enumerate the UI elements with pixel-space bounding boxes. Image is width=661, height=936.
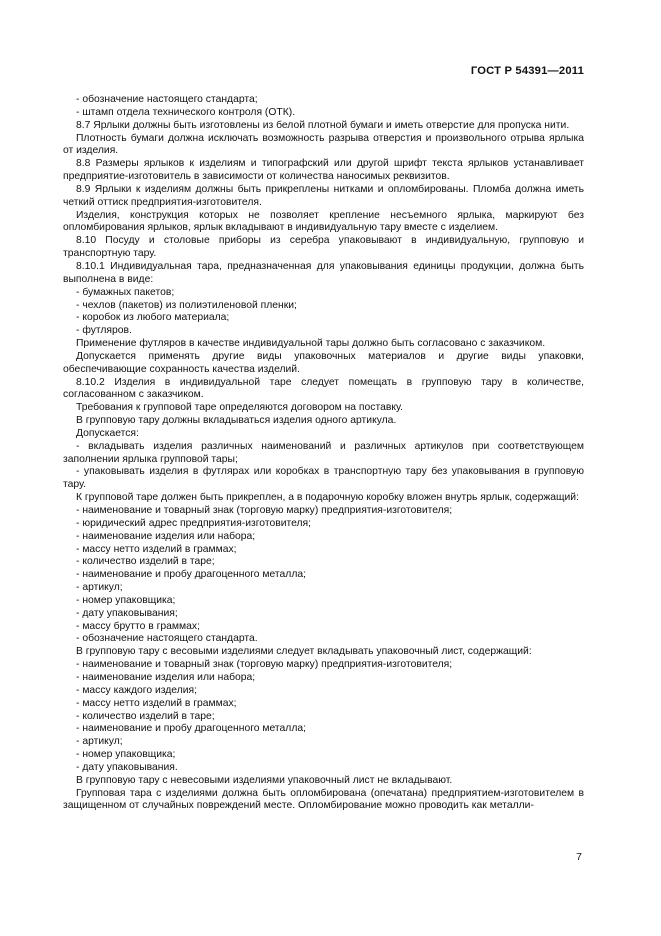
- paragraph: - наименование изделия или набора;: [76, 671, 256, 683]
- paragraph: - дату упаковывания;: [76, 607, 178, 619]
- paragraph: - бумажных пакетов;: [76, 286, 175, 298]
- paragraph: К групповой таре должен быть прикреплен, а в подарочную коробку вложен внутрь ярлык, содержащий:: [76, 492, 579, 504]
- paragraph: Плотность бумаги должна исключать возможность разрыва отверстия и произвольного отрыва ярлыка от изделия.: [63, 132, 584, 157]
- paragraph: - массу брутто в граммах;: [76, 620, 200, 632]
- paragraph: - футляров.: [76, 325, 132, 337]
- paragraph: - наименование изделия или набора;: [76, 530, 256, 542]
- paragraph: В групповую тару с невесовыми изделиями упаковочный лист не вкладывают.: [76, 774, 453, 786]
- paragraph: Допускается:: [76, 427, 139, 439]
- paragraph: - наименование и пробу драгоценного металла;: [76, 723, 306, 735]
- paragraph: - массу нетто изделий в граммах;: [76, 697, 237, 709]
- paragraph: 8.10.2 Изделия в индивидуальной таре следует помещать в групповую тару в количестве, согласованном с заказчиком.: [63, 376, 584, 401]
- paragraph: - штамп отдела технического контроля (ОТК).: [76, 106, 296, 118]
- paragraph: - номер упаковщика;: [76, 594, 176, 606]
- paragraph: 8.10 Посуду и столовые приборы из серебра упаковывают в индивидуальную, групповую и транспортную тару.: [63, 235, 584, 260]
- paragraph: - упаковывать изделия в футлярах или коробках в транспортную тару без упаковывания в групповую тару.: [63, 466, 584, 491]
- paragraph: 8.7 Ярлыки должны быть изготовлены из белой плотной бумаги и иметь отверстие для пропуска нити.: [76, 119, 570, 131]
- paragraph: - наименование и товарный знак (торговую марку) предприятия-изготовителя;: [76, 659, 453, 671]
- paragraph: - обозначение настоящего стандарта.: [76, 633, 258, 645]
- paragraph: 8.10.1 Индивидуальная тара, предназначенная для упаковывания единицы продукции, должна быть выполнена в виде:: [63, 260, 584, 285]
- paragraph: Применение футляров в качестве индивидуальной тары должно быть согласовано с заказчиком.: [76, 338, 546, 350]
- paragraph: - номер упаковщика;: [76, 749, 176, 761]
- paragraph: 8.9 Ярлыки к изделиям должны быть прикреплены нитками и опломбированы. Пломба должна иметь четкий оттиск предприятия-изготовителя.: [63, 183, 584, 208]
- paragraph: - коробок из любого материала;: [76, 312, 230, 324]
- paragraph: - обозначение настоящего стандарта;: [76, 94, 258, 105]
- paragraph: - массу каждого изделия;: [76, 684, 197, 696]
- paragraph: - чехлов (пакетов) из полиэтиленовой пленки;: [76, 299, 297, 311]
- paragraph: - артикул;: [76, 582, 123, 594]
- document-body: [63, 94, 584, 813]
- paragraph: Допускается применять другие виды упаковочных материалов и другие виды упаковки, обеспечивающие сохранность качества изделий.: [63, 350, 584, 375]
- paragraph: - юридический адрес предприятия-изготовителя;: [76, 517, 312, 529]
- paragraph: - артикул;: [76, 736, 123, 748]
- paragraph: - массу нетто изделий в граммах;: [76, 543, 237, 555]
- paragraph: - вкладывать изделия различных наименований и различных артикулов при соответствующем заполнении ярлыка групповой тары;: [63, 440, 584, 465]
- paragraph: - наименование и товарный знак (торговую марку) предприятия-изготовителя;: [76, 505, 453, 516]
- paragraph: - дату упаковывания.: [76, 761, 178, 773]
- page-number: 7: [576, 851, 582, 863]
- paragraph: 8.8 Размеры ярлыков к изделиям и типографский или другой шрифт текста ярлыков устанавливает предприятие-изготовитель в зависимости от количества наносимых реквизитов.: [63, 158, 584, 183]
- paragraph: Изделия, конструкция которых не позволяет крепление несъемного ярлыка, маркируют без опломбирования ярлыков, ярлык вкладывают в индивидуальную тару вместе с изделием.: [63, 209, 584, 234]
- paragraph: Требования к групповой таре определяются договором на поставку.: [76, 402, 403, 414]
- document-header: ГОСТ Р 54391—2011: [470, 65, 584, 77]
- paragraph: В групповую тару с весовыми изделиями следует вкладывать упаковочный лист, содержащий:: [76, 646, 532, 658]
- paragraph: - наименование и пробу драгоценного металла;: [76, 569, 306, 581]
- paragraph: - количество изделий в таре;: [76, 710, 215, 722]
- paragraph: - количество изделий в таре;: [76, 556, 215, 568]
- paragraph: Групповая тара с изделиями должна быть опломбирована (опечатана) предприятием-изготовителем в защищенном от случайных повреждений месте. Опломбирование можно проводить как металли-: [63, 787, 584, 812]
- paragraph: В групповую тару должны вкладываться изделия одного артикула.: [76, 415, 397, 427]
